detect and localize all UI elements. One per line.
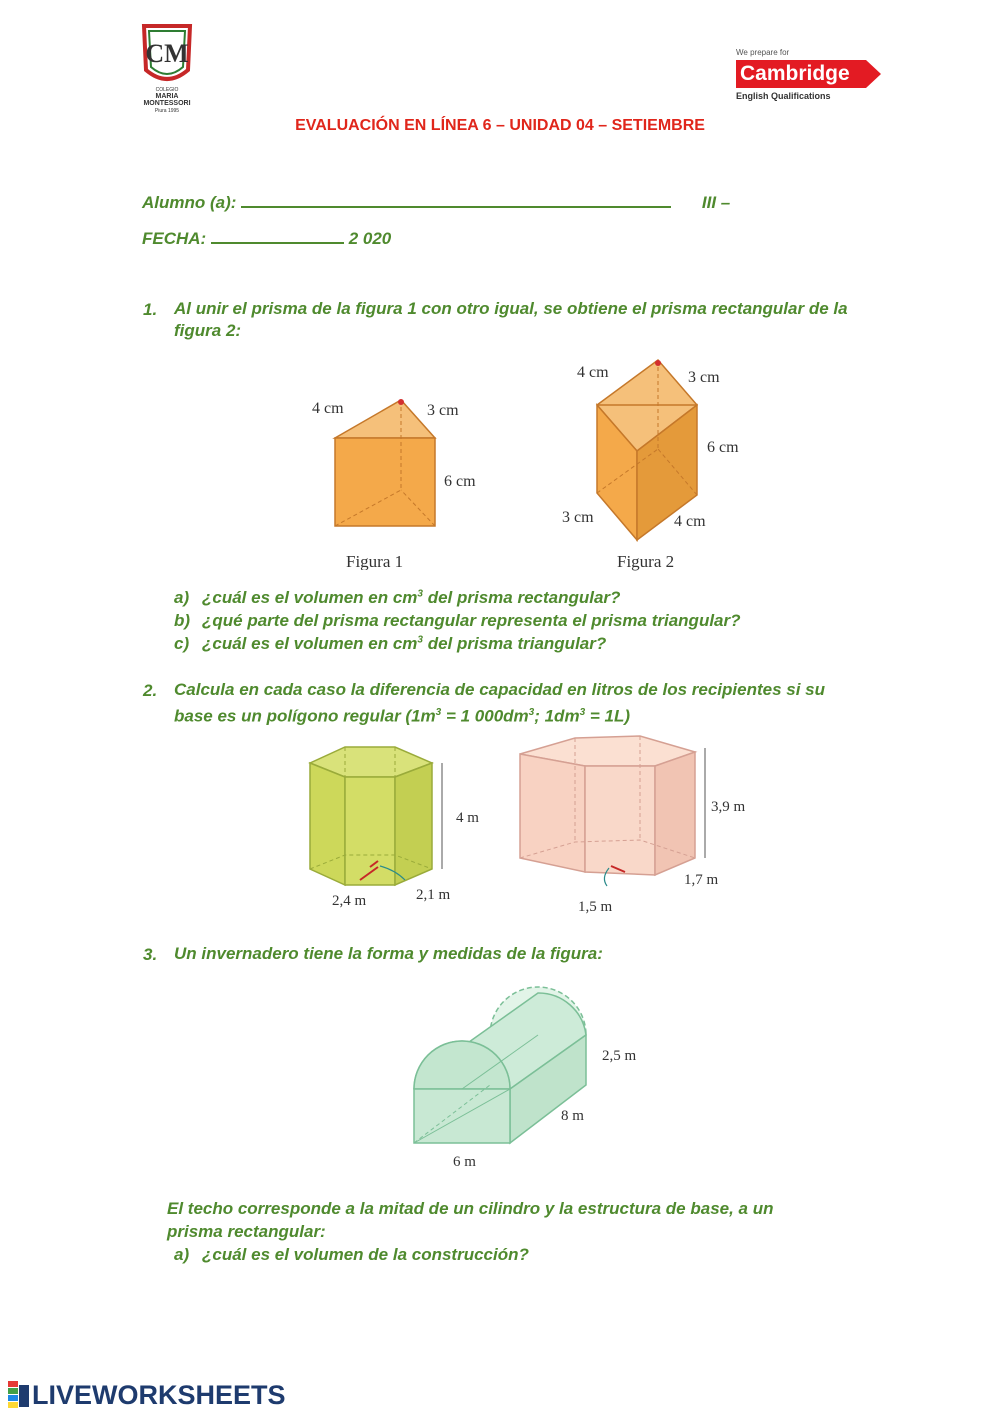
q1-item-a-text: ¿cuál es el volumen en cm	[202, 588, 418, 607]
q3-number: 3.	[143, 945, 158, 964]
figure-2-rectangular-prism	[555, 355, 775, 575]
fig1-caption: Figura 1	[346, 552, 404, 570]
page-title: EVALUACIÓN EN LÍNEA 6 – UNIDAD 04 – SETIEMBRE	[295, 117, 705, 134]
greenhouse-label-l: 8 m	[561, 1108, 584, 1124]
figure-hexagonal-prism-a	[300, 735, 500, 915]
liveworksheets-logo	[8, 1380, 286, 1410]
fig1-label-a: 4 cm	[312, 400, 344, 417]
fig2-caption: Figura 2	[617, 552, 675, 571]
q3-item-a	[174, 1245, 529, 1265]
figB-label-side: 1,7 m	[684, 872, 719, 888]
q3-text: Un invernadero tiene la forma y medidas de la figura:	[174, 944, 603, 963]
student-name-blank[interactable]	[241, 190, 671, 208]
figB-label-apothem: 1,5 m	[578, 899, 613, 915]
q2-line2-a: base es un polígono regular (1m	[174, 706, 436, 726]
q1-item-c-text: ¿cuál es el volumen en cm	[202, 634, 418, 653]
fig2-label-b: 3 cm	[688, 369, 720, 386]
greenhouse-label-h: 2,5 m	[602, 1048, 637, 1064]
school-logo-line1: COLEGIO	[155, 87, 179, 93]
school-logo-line3: MONTESSORI	[143, 100, 191, 107]
figA-label-h: 4 m	[456, 810, 479, 826]
q1-number: 1.	[143, 300, 158, 319]
student-label: Alumno (a):	[142, 193, 237, 212]
cambridge-logo	[736, 48, 886, 110]
student-row	[142, 190, 842, 214]
q2-sup-1: 3	[435, 707, 442, 718]
school-logo-line2: MARIA	[155, 93, 179, 100]
grade-label: III –	[701, 193, 731, 212]
date-year: 2 020	[348, 229, 392, 248]
q1-item-c-letter: c)	[174, 634, 190, 653]
school-logo-letters: CM	[145, 39, 189, 68]
q1-item-c	[174, 634, 606, 654]
figA-label-side: 2,4 m	[332, 893, 367, 909]
q2-line1: Calcula en cada caso la diferencia de capacidad en litros de los recipientes si su	[174, 680, 825, 699]
q1-item-b	[174, 611, 741, 631]
q1-text: Al unir el prisma de la figura 1 con otro igual, se obtiene el prisma rectangular de la figura 2:	[174, 299, 848, 340]
greenhouse-label-w: 6 m	[453, 1154, 476, 1170]
figB-label-h: 3,9 m	[711, 799, 746, 815]
school-logo-line4: Piura 1995	[154, 108, 180, 114]
q1-item-a	[174, 588, 620, 608]
liveworksheets-blocks-icon	[8, 1381, 30, 1409]
fig2-label-a: 4 cm	[577, 364, 609, 381]
q1-item-a-letter: a)	[174, 588, 190, 607]
figA-label-apothem: 2,1 m	[416, 887, 451, 903]
q1-item-b-text: ¿qué parte del prisma rectangular representa el prisma triangular?	[202, 611, 741, 630]
q3-note-line2: prisma rectangular:	[167, 1222, 326, 1241]
q2-sup-3: 3	[579, 707, 586, 718]
fig2-label-h: 6 cm	[707, 439, 739, 456]
q2-line2	[174, 702, 904, 728]
q2-line2-d: = 1L)	[585, 706, 630, 726]
q2-sup-2: 3	[528, 707, 535, 718]
figure-hexagonal-prism-b	[515, 730, 765, 915]
q3-item-a-text: ¿cuál es el volumen de la construcción?	[202, 1245, 529, 1264]
q1-item-b-letter: b)	[174, 611, 191, 630]
cambridge-sub: English Qualifications	[736, 91, 831, 101]
q2-line2-c: ; 1dm	[534, 706, 580, 726]
q1-item-a-sup: 3	[417, 588, 423, 600]
school-shield-icon	[132, 22, 202, 117]
fig2-label-d: 4 cm	[674, 513, 706, 530]
q2-line2-b: = 1 000dm	[441, 706, 529, 726]
cambridge-tagline: We prepare for	[736, 48, 790, 57]
q1-item-c-sup: 3	[417, 634, 423, 646]
date-row	[142, 226, 542, 250]
q1-item-a-text-end: del prisma rectangular?	[422, 588, 621, 607]
fig1-label-h: 6 cm	[444, 473, 476, 490]
q3-note-line1: El techo corresponde a la mitad de un cilindro y la estructura de base, a un	[167, 1199, 774, 1218]
date-label: FECHA:	[142, 229, 207, 248]
date-blank[interactable]	[211, 226, 344, 244]
school-logo	[132, 22, 202, 117]
figure-greenhouse	[405, 985, 665, 1175]
figure-1-triangular-prism	[300, 390, 520, 570]
liveworksheets-brand: LIVEWORKSHEETS	[32, 1379, 286, 1410]
fig1-label-b: 3 cm	[427, 402, 459, 419]
q1-item-c-text-end: del prisma triangular?	[422, 634, 607, 653]
cambridge-brand: Cambridge	[740, 62, 850, 85]
q3-item-a-letter: a)	[174, 1245, 190, 1264]
fig2-label-c: 3 cm	[562, 509, 594, 526]
q2-number: 2.	[143, 681, 158, 700]
